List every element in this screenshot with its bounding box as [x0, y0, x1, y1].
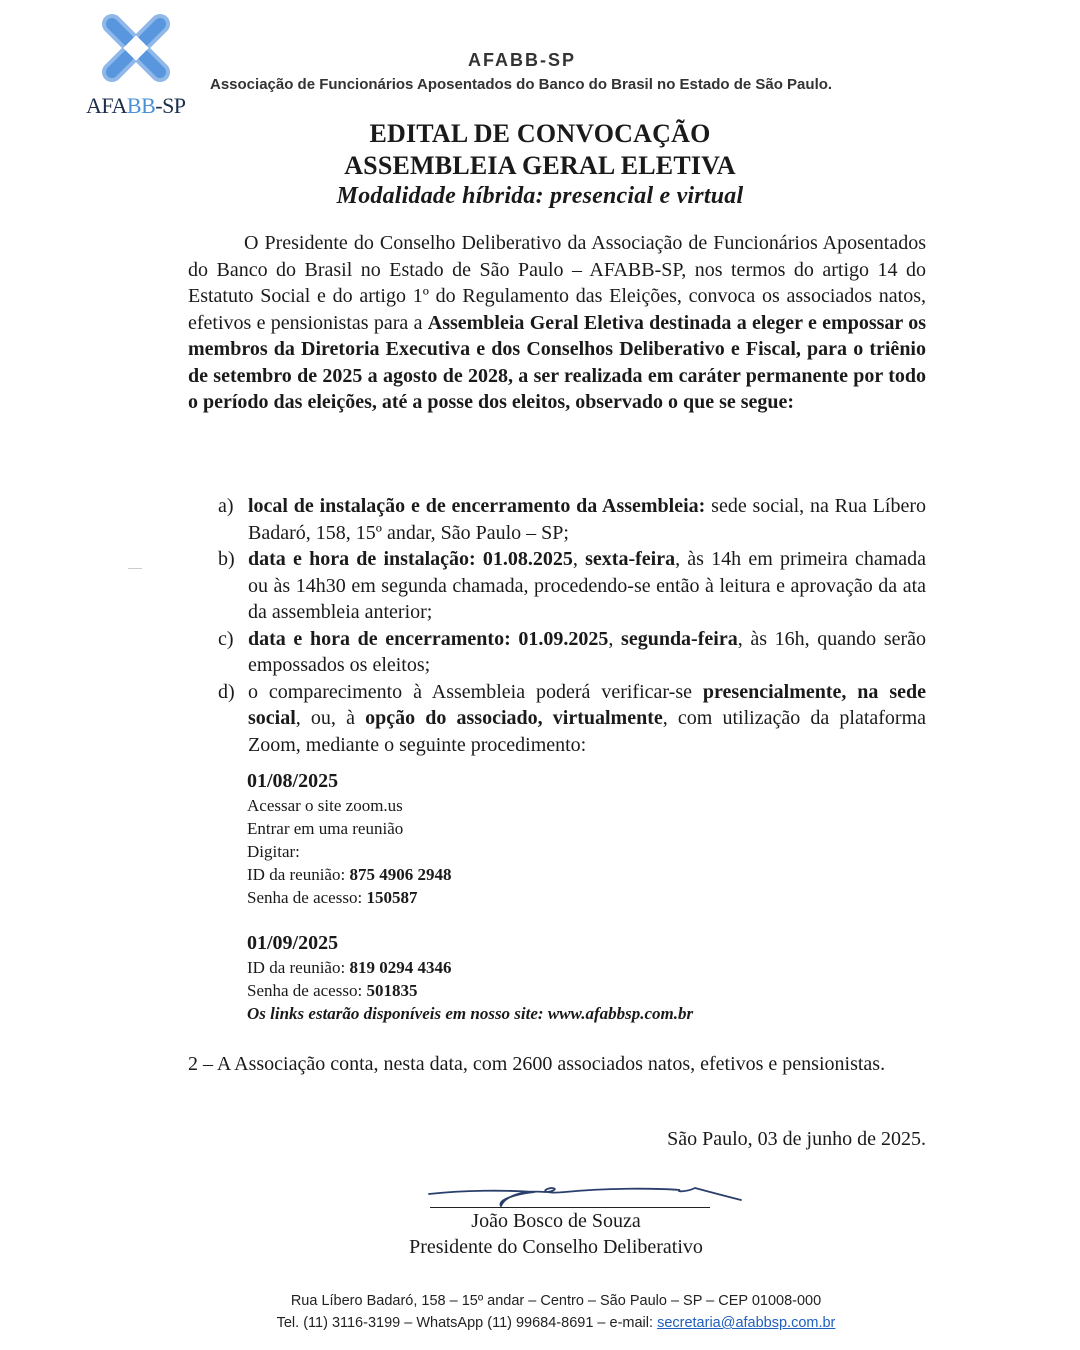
zoom-step-access-site: Acessar o site zoom.us: [247, 796, 403, 815]
org-abbreviation: AFABB-SP: [468, 50, 577, 70]
zoom-password-1: Senha de acesso: 150587: [247, 888, 418, 907]
signature-line: [430, 1207, 710, 1208]
zoom-session-1: [247, 768, 451, 909]
scan-artifact: [128, 568, 142, 569]
logo-wordmark: AFABB-SP: [86, 93, 186, 118]
zoom-meeting-id-2: ID da reunião: 819 0294 4346: [247, 958, 452, 977]
footer-address: Rua Líbero Badaró, 158 – 15º andar – Centro – São Paulo – SP – CEP 01008-000: [290, 1293, 822, 1309]
zoom-date-1: 01/08/2025: [247, 770, 339, 792]
handwritten-signature: [425, 1180, 745, 1210]
footer-email-link[interactable]: secretaria@afabbsp.com.br: [657, 1315, 836, 1331]
links-note: Os links estarão disponíveis em nosso site: www.afabbsp.com.br: [247, 1004, 694, 1023]
list-item-b: b) data e hora de instalação: 01.08.2025, sexta-feira, às 14h em primeira chamada ou às 14h30 em segunda chamada, procedendo-se então à leitura e aprovação da ata da assembleia anterior;: [218, 548, 927, 623]
org-full-name: Associação de Funcionários Aposentados do Banco do Brasil no Estado de São Paulo.: [210, 76, 833, 93]
document-title: EDITAL DE CONVOCAÇÃO: [369, 119, 711, 148]
zoom-meeting-id-1: ID da reunião: 875 4906 2948: [247, 865, 452, 884]
list-item-d: d) o comparecimento à Assembleia poderá verificar-se presencialmente, na sede social, ou, à opção do associado, virtualmente, com utilização da plataforma Zoom, mediante o seguinte procedimento:: [218, 680, 927, 756]
intro-paragraph: O Presidente do Conselho Deliberativo da Associação de Funcionários Aposentados do Banco do Brasil no Estado de São Paulo – AFABB-SP, nos termos do artigo 14 do Estatuto Social e do artigo 1º do Regulamento das Eleições, convoca os associados natos, efetivos e pensionistas para a Assembleia Geral Eletiva destinada a eleger e empossar os membros da Diretoria Executiva e dos Conselhos Deliberativo e Fiscal, para o triênio de setembro de 2025 a agosto de 2028, a ser realizada em caráter permanente por todo o período das eleições, até a posse dos eleitos, observado o que se segue:: [188, 232, 926, 413]
afabb-logo: [84, 4, 194, 118]
zoom-date-2: 01/09/2025: [247, 932, 339, 954]
signer-role: Presidente do Conselho Deliberativo: [409, 1236, 703, 1258]
document-subtitle: ASSEMBLEIA GERAL ELETIVA: [344, 151, 736, 180]
zoom-step-join-meeting: Entrar em uma reunião: [247, 819, 404, 838]
zoom-password-2: Senha de acesso: 501835: [247, 981, 418, 1000]
list-item-a: a) local de instalação e de encerramento da Assembleia: sede social, na Rua Líbero Badaró, 158, 15º andar, São Paulo – SP;: [218, 495, 927, 544]
convocation-items: [218, 493, 926, 758]
members-count-paragraph: 2 – A Associação conta, nesta data, com 2600 associados natos, efetivos e pensionistas.: [188, 1053, 886, 1075]
zoom-session-2: [247, 930, 693, 1025]
place-and-date: São Paulo, 03 de junho de 2025.: [667, 1128, 926, 1150]
document-modality: Modalidade híbrida: presencial e virtual: [336, 183, 744, 209]
zoom-step-type: Digitar:: [247, 842, 300, 861]
footer-contact: Tel. (11) 3116-3199 – WhatsApp (11) 99684-8691 – e-mail: secretaria@afabbsp.com.br: [276, 1315, 836, 1331]
list-item-c: c) data e hora de encerramento: 01.09.2025, segunda-feira, às 16h, quando serão empossados os eleitos;: [218, 627, 927, 676]
signer-name: João Bosco de Souza: [471, 1210, 641, 1232]
logo-x-mark-icon: [88, 4, 184, 96]
